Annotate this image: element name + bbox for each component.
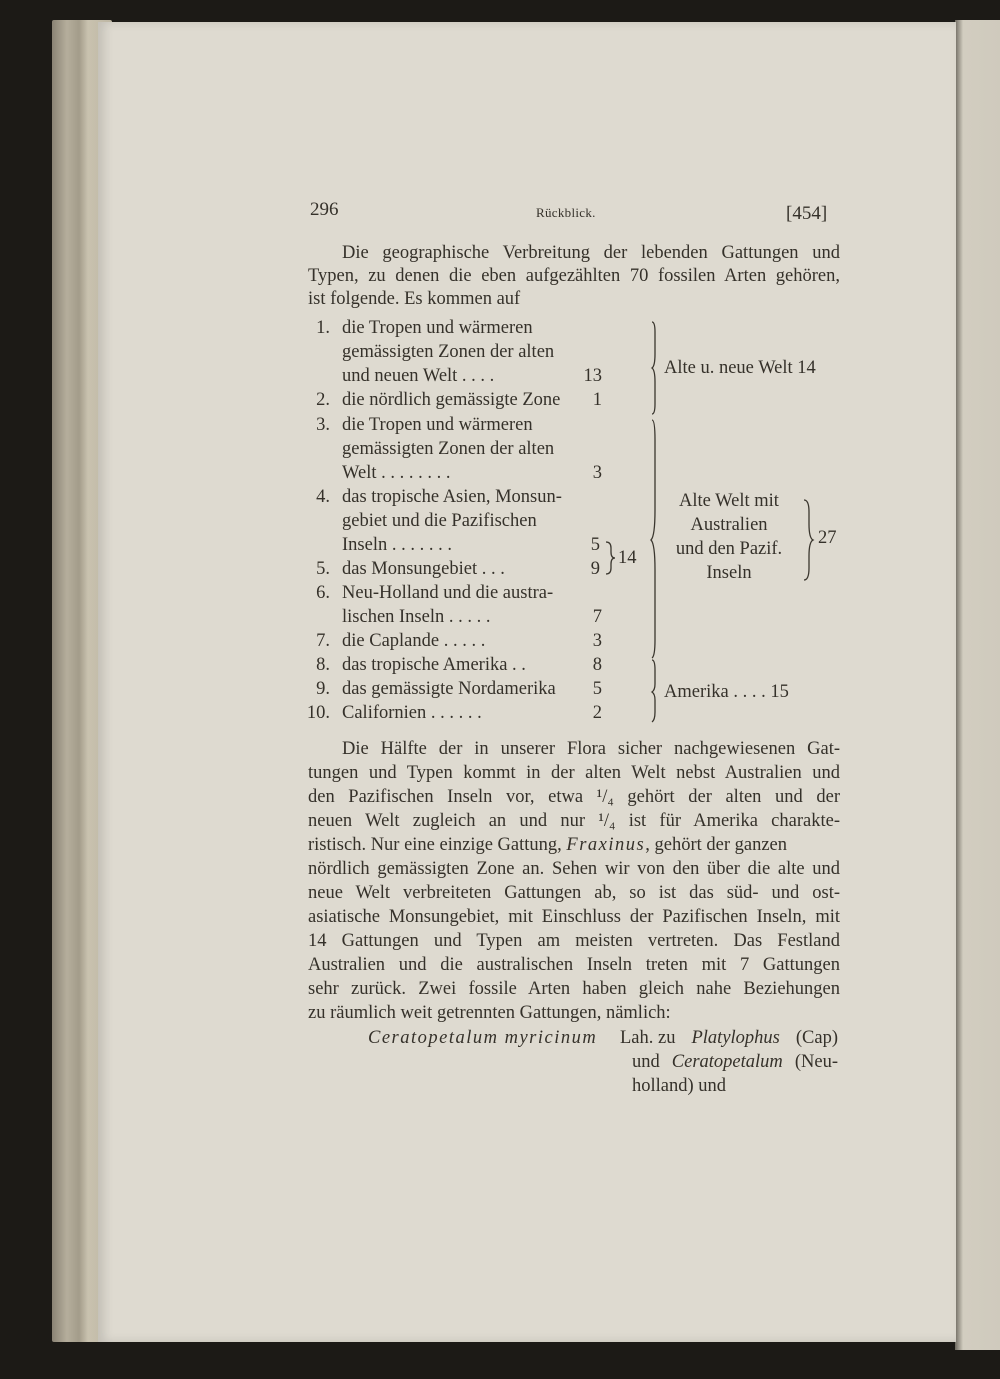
- item-text: das gemässigte Nordamerika: [342, 679, 556, 699]
- brace-4-5: [606, 542, 615, 574]
- intro-line: Die geographische Verbreitung der lebenden Gattungen und: [342, 243, 840, 263]
- paragraph-line: Australien und die australischen Inseln treten mit 7 Gattungen: [308, 955, 840, 975]
- paragraph-line: asiatische Monsungebiet, mit Einschluss der Pazifischen Inseln, mit: [308, 907, 840, 927]
- item-text: lischen Inseln . . . . .: [342, 607, 491, 627]
- item-text: die Tropen und wärmeren: [342, 415, 533, 435]
- species-name: Ceratopetalum myricinum: [368, 1028, 598, 1048]
- item-text: gemässigten Zonen der alten: [342, 439, 555, 459]
- species-line: [632, 1051, 838, 1075]
- paragraph-line: Die Hälfte der in unserer Flora sicher nachgewiesenen Gat-: [342, 739, 840, 759]
- item-text: Welt . . . . . . . .: [342, 463, 451, 483]
- item-value: 3: [592, 463, 602, 483]
- paragraph-line: [308, 834, 840, 858]
- genus-platylophus: Platylophus: [691, 1028, 780, 1048]
- item-value: 3: [592, 631, 602, 651]
- item-number: 10.: [306, 703, 330, 723]
- genus-ceratopetalum: Ceratopetalum: [671, 1052, 783, 1072]
- brace-america: [652, 660, 655, 722]
- group-old-world-total: 27: [818, 528, 837, 548]
- group-old-world-line: Alte Welt mit: [679, 491, 779, 511]
- item-number: 2.: [316, 390, 330, 410]
- item-text: Californien . . . . . .: [342, 703, 482, 723]
- brace-old-world: [651, 420, 655, 658]
- item-value: 7: [592, 607, 602, 627]
- item-value: 13: [583, 366, 602, 386]
- item-text: die Caplande . . . . .: [342, 631, 486, 651]
- paragraph-line: sehr zurück. Zwei fossile Arten haben gleich nahe Beziehungen: [308, 979, 840, 999]
- item-value: 1: [592, 390, 602, 410]
- running-title: Rückblick.: [536, 205, 596, 220]
- paragraph-line: den Pazifischen Inseln vor, etwa ¹/₄ gehört der alten und der: [308, 787, 840, 807]
- species-line: holland) und: [632, 1076, 727, 1096]
- item-number: 3.: [316, 415, 330, 435]
- item-text: die Tropen und wärmeren: [342, 318, 533, 338]
- item-text: gemässigten Zonen der alten: [342, 342, 555, 362]
- brace-old-new: [652, 322, 655, 414]
- paragraph-line: neuen Welt zugleich an und nur ¹/₄ ist für Amerika charakte-: [308, 811, 840, 831]
- group-america: Amerika . . . . 15: [664, 682, 789, 702]
- item-number: 8.: [316, 655, 330, 675]
- species-text: (Neu-: [794, 1052, 838, 1072]
- item-text: die nördlich gemässigte Zone: [342, 390, 561, 410]
- item-number: 1.: [316, 318, 330, 338]
- item-text: und neuen Welt . . . .: [342, 366, 495, 386]
- paragraph-line: nördlich gemässigten Zone an. Sehen wir von den über die alte und: [308, 859, 840, 879]
- paragraph-line: neue Welt verbreiteten Gattungen ab, so ist das süd- und ost-: [308, 883, 840, 903]
- species-text: Lah. zu: [620, 1028, 676, 1048]
- bracket-page-number: [454]: [786, 203, 828, 224]
- genus-fraxinus: Fraxinus: [566, 835, 646, 855]
- paragraph-line: tungen und Typen kommt in der alten Welt nebst Australien und: [308, 763, 840, 783]
- species-text: und: [632, 1052, 660, 1072]
- paragraph-segment: , gehört der ganzen: [645, 835, 788, 855]
- item-number: 6.: [316, 583, 330, 603]
- item-value: 8: [592, 655, 602, 675]
- group-old-world-line: Inseln: [706, 563, 752, 583]
- item-number: 7.: [316, 631, 330, 651]
- intro-line: Typen, zu denen die eben aufgezählten 70 fossilen Arten gehören,: [308, 266, 840, 286]
- item-number: 4.: [316, 487, 330, 507]
- paragraph-line: zu räumlich weit getrennten Gattungen, nämlich:: [308, 1003, 671, 1023]
- item-value: 2: [592, 703, 602, 723]
- group-old-world-line: und den Pazif.: [675, 539, 783, 559]
- item-number: 9.: [316, 679, 330, 699]
- paragraph-line: 14 Gattungen und Typen am meisten vertreten. Das Festland: [308, 931, 840, 951]
- item-value: 5: [592, 679, 602, 699]
- item-text: Neu-Holland und die austra-: [342, 583, 554, 603]
- item-text: das tropische Amerika . .: [342, 655, 526, 675]
- item-text: Inseln . . . . . . .: [342, 535, 452, 555]
- item-text: gebiet und die Pazifischen: [342, 511, 537, 531]
- paragraph-segment: ristisch. Nur eine einzige Gattung,: [308, 835, 562, 855]
- item-text: das tropische Asien, Monsun-: [342, 487, 562, 507]
- group-old-new-world: Alte u. neue Welt 14: [664, 358, 816, 378]
- page-number: 296: [310, 199, 339, 220]
- item-number: 5.: [316, 559, 330, 579]
- item-value: 9: [590, 559, 600, 579]
- group-old-world-line: Australien: [690, 515, 768, 535]
- item-value: 5: [590, 535, 600, 555]
- brace-27: [804, 500, 813, 580]
- group-4-5-total: 14: [618, 548, 637, 568]
- species-line: [620, 1027, 838, 1051]
- item-text: das Monsungebiet . . .: [342, 559, 505, 579]
- species-text: (Cap): [795, 1028, 838, 1048]
- intro-line: ist folgende. Es kommen auf: [308, 289, 521, 309]
